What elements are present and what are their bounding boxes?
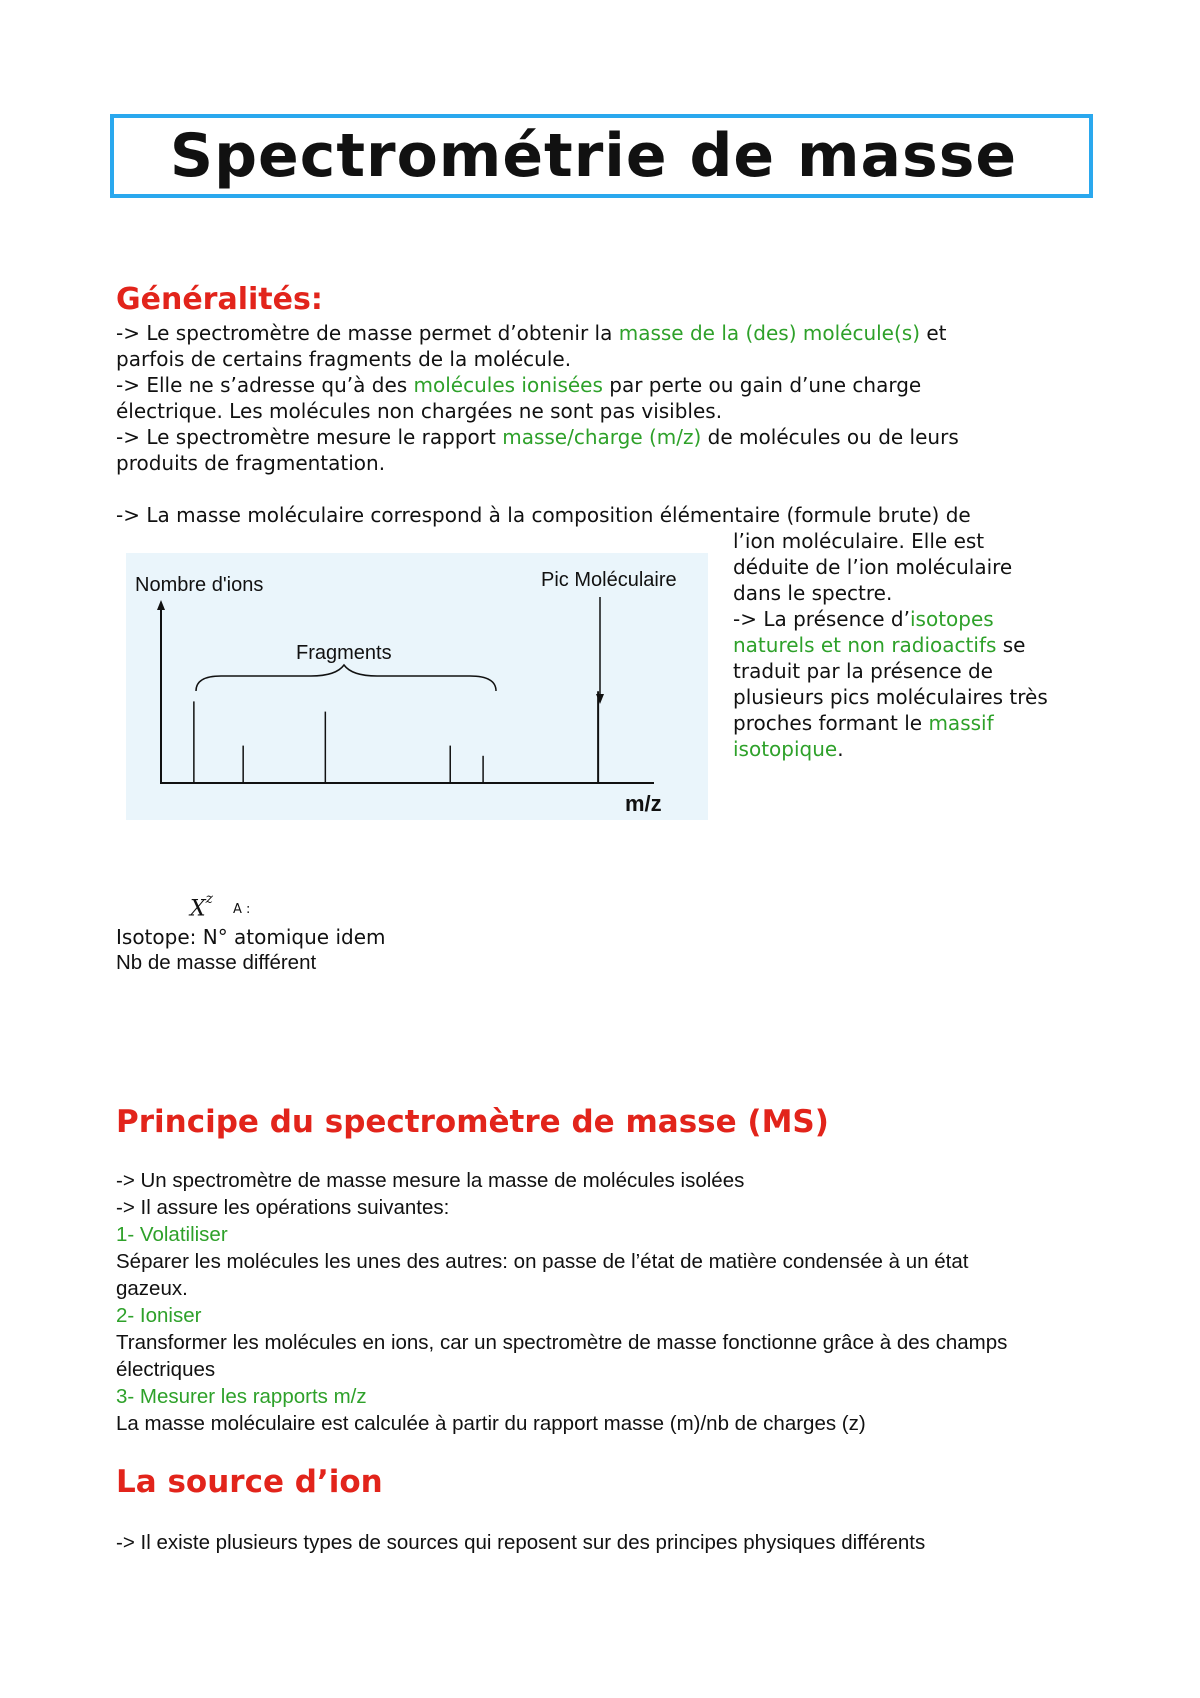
highlight-text: masse/charge (m/z) [502, 425, 702, 449]
isotope-symbol [190, 891, 214, 922]
text: et [920, 321, 947, 345]
section-heading-generalites: Généralités: [116, 282, 323, 317]
chart-y-axis-arrow [157, 600, 165, 610]
p5-line1 [733, 606, 1093, 632]
title-box [110, 114, 1093, 198]
highlight-text: isotopique [733, 737, 838, 761]
principe-line1: -> Un spectromètre de masse mesure la masse de molécules isolées [116, 1169, 745, 1192]
p4-line4: dans le spectre. [733, 581, 893, 605]
isotope-line2: Nb de masse différent [116, 951, 317, 974]
text: -> La présence d’ [733, 607, 910, 631]
text: -> Elle ne s’adresse qu’à des [116, 373, 414, 397]
generalites-p1-line2: parfois de certains fragments de la molécule. [116, 347, 572, 371]
generalites-p2-line2: électrique. Les molécules non chargées ne sont pas visibles. [116, 399, 723, 423]
mass-spectrum-figure [126, 553, 708, 820]
text: . [837, 737, 844, 761]
p5-line3: traduit par la présence de [733, 659, 993, 683]
principe-step2-text2: électriques [116, 1358, 216, 1381]
chart-ylabel: Nombre d'ions [135, 574, 264, 596]
isotope-note: A : [233, 902, 251, 917]
generalites-p4-line1: -> La masse moléculaire correspond à la composition élémentaire (formule brute) de [116, 503, 971, 527]
mass-spectrum-chart [126, 553, 708, 820]
generalites-p1-line1 [116, 320, 947, 346]
p5-line2 [733, 632, 1093, 658]
isotope-letter: X [190, 896, 206, 922]
text: proches formant le [733, 711, 929, 735]
source-line1: -> Il existe plusieurs types de sources qui reposent sur des principes physiques différents [116, 1531, 926, 1554]
section-heading-principe: Principe du spectromètre de masse (MS) [116, 1104, 829, 1140]
isotope-superscript: z [205, 891, 214, 907]
p5-line5 [733, 710, 1093, 736]
principe-step2-title: 2- Ioniser [116, 1304, 202, 1327]
isotope-line1: Isotope: N° atomique idem [116, 925, 386, 949]
text: -> Le spectromètre de masse permet d’obtenir la [116, 321, 619, 345]
generalites-p2-line1 [116, 372, 921, 398]
principe-step1-text1: Séparer les molécules les unes des autres: on passe de l’état de matière condensée à un état [116, 1250, 969, 1273]
principe-step3-title: 3- Mesurer les rapports m/z [116, 1385, 367, 1408]
chart-xlabel: m/z [625, 791, 662, 816]
highlight-text: molécules ionisées [413, 373, 603, 397]
fragments-brace [196, 665, 496, 691]
generalites-p3-line2: produits de fragmentation. [116, 451, 386, 475]
principe-step1-title: 1- Volatiliser [116, 1223, 228, 1246]
text: se [996, 633, 1026, 657]
principe-step3-text: La masse moléculaire est calculée à partir du rapport masse (m)/nb de charges (z) [116, 1412, 866, 1435]
generalites-p3-line1 [116, 424, 959, 450]
highlight-text: masse de la (des) molécule(s) [618, 321, 921, 345]
chart-annotation-molecular: Pic Moléculaire [541, 569, 677, 591]
highlight-text: isotopes [909, 607, 994, 631]
highlight-text: massif [928, 711, 994, 735]
text: par perte ou gain d’une charge [602, 373, 922, 397]
principe-step1-text2: gazeux. [116, 1277, 188, 1300]
p5-line4: plusieurs pics moléculaires très [733, 685, 1048, 709]
chart-annotation-fragments: Fragments [296, 642, 392, 664]
section-heading-source: La source d’ion [116, 1464, 383, 1500]
highlight-text: naturels et non radioactifs [733, 633, 997, 657]
page-title: Spectrométrie de masse [169, 121, 1018, 191]
generalites-right-column [733, 528, 1093, 762]
principe-step2-text1: Transformer les molécules en ions, car un spectromètre de masse fonctionne grâce à des champs [116, 1331, 1008, 1354]
text: -> Le spectromètre mesure le rapport [116, 425, 503, 449]
principe-line2: -> Il assure les opérations suivantes: [116, 1196, 450, 1219]
p4-line3: déduite de l’ion moléculaire [733, 555, 1013, 579]
chart-peaks [194, 691, 598, 783]
text: de molécules ou de leurs [701, 425, 959, 449]
p4-line2: l’ion moléculaire. Elle est [733, 529, 985, 553]
p5-line6 [733, 736, 1093, 762]
